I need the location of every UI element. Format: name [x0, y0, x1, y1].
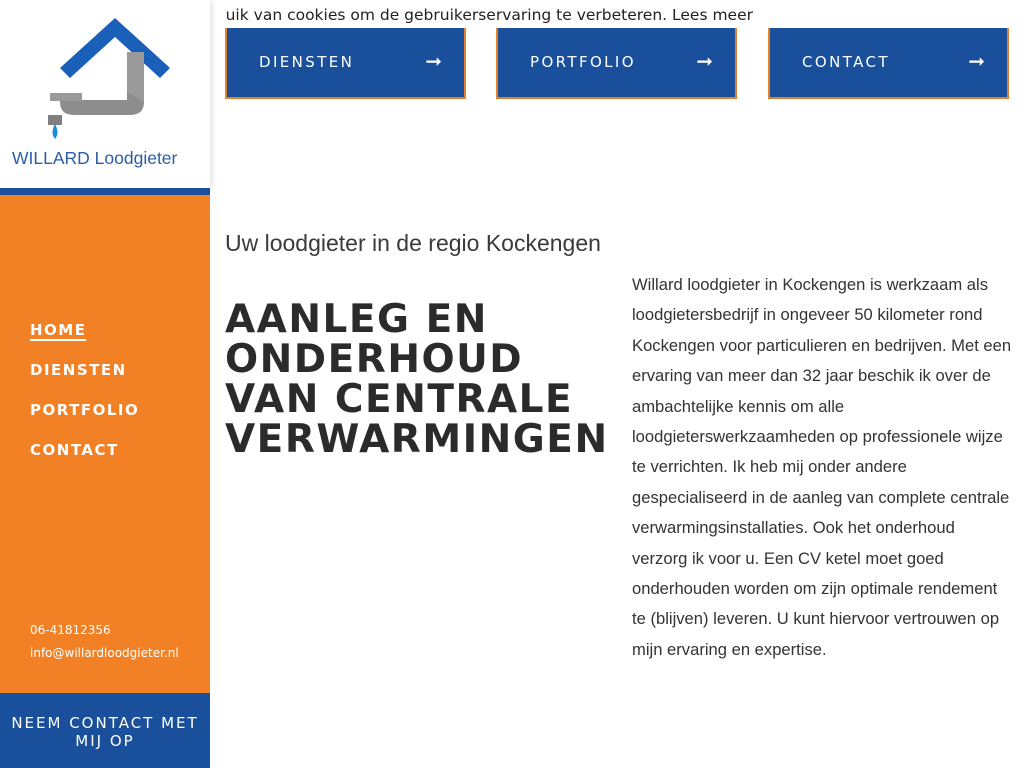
sidebar	[0, 0, 210, 768]
arrow-right-icon: ➞	[696, 49, 713, 73]
sidebar-item-label: DIENSTEN	[30, 361, 127, 379]
cookie-notice-text[interactable]: uik van cookies om de gebruikerservaring te verbeteren. Lees meer	[225, 6, 753, 24]
sidebar-item-diensten[interactable]	[30, 362, 139, 402]
divider	[0, 188, 210, 195]
contact-info	[30, 619, 179, 665]
contact-cta-button[interactable]: NEEM CONTACT MET MIJ OP	[0, 693, 210, 768]
phone-link[interactable]: 06-41812356	[30, 623, 111, 637]
page-title: AANLEG EN ONDERHOUD VAN CENTRALE VERWARMINGEN	[225, 297, 609, 462]
sidebar-item-portfolio[interactable]	[30, 402, 139, 442]
tile-label: PORTFOLIO	[530, 53, 636, 71]
email-link[interactable]: info@willardloodgieter.nl	[30, 646, 179, 660]
logo-text: WILLARD Loodgieter	[12, 148, 178, 168]
intro-paragraph: Willard loodgieter in Kockengen is werkzaam als loodgietersbedrijf in ongeveer 50 kilometer rond Kockengen voor particulieren en bedrijven. Met een ervaring van meer dan 32 jaar beschik ik over de ambachtelijke kennis om alle loodgieterswerkzaamheden op professionele wijze te verrichten. Ik heb mij onder andere gespecialiseerd in de aanleg van complete centrale verwarmingsinstallaties. Ook het onderhoud verzorg ik voor u. Een CV ketel moet goed onderhouden worden om zijn optimale rendement te (blijven) leveren. U kunt hiervoor vertrouwen op mijn ervaring en expertise.	[632, 275, 1012, 659]
sidebar-item-home[interactable]	[30, 322, 139, 362]
tile-contact[interactable]	[768, 28, 1009, 99]
page-subtitle: Uw loodgieter in de regio Kockengen	[225, 230, 601, 256]
tile-portfolio[interactable]	[496, 28, 737, 99]
arrow-right-icon: ➞	[425, 49, 442, 73]
sidebar-item-label: PORTFOLIO	[30, 401, 140, 419]
sidebar-panel	[0, 195, 210, 693]
sidebar-item-label: CONTACT	[30, 441, 119, 459]
tile-diensten[interactable]	[225, 28, 466, 99]
logo[interactable]	[0, 0, 210, 190]
sidebar-item-label: HOME	[30, 321, 87, 339]
tile-label: CONTACT	[802, 53, 890, 71]
sidebar-nav	[30, 322, 139, 482]
tile-label: DIENSTEN	[259, 53, 355, 71]
arrow-right-icon: ➞	[968, 49, 985, 73]
sidebar-item-contact[interactable]	[30, 442, 139, 482]
logo-pipe-icon	[0, 0, 210, 150]
